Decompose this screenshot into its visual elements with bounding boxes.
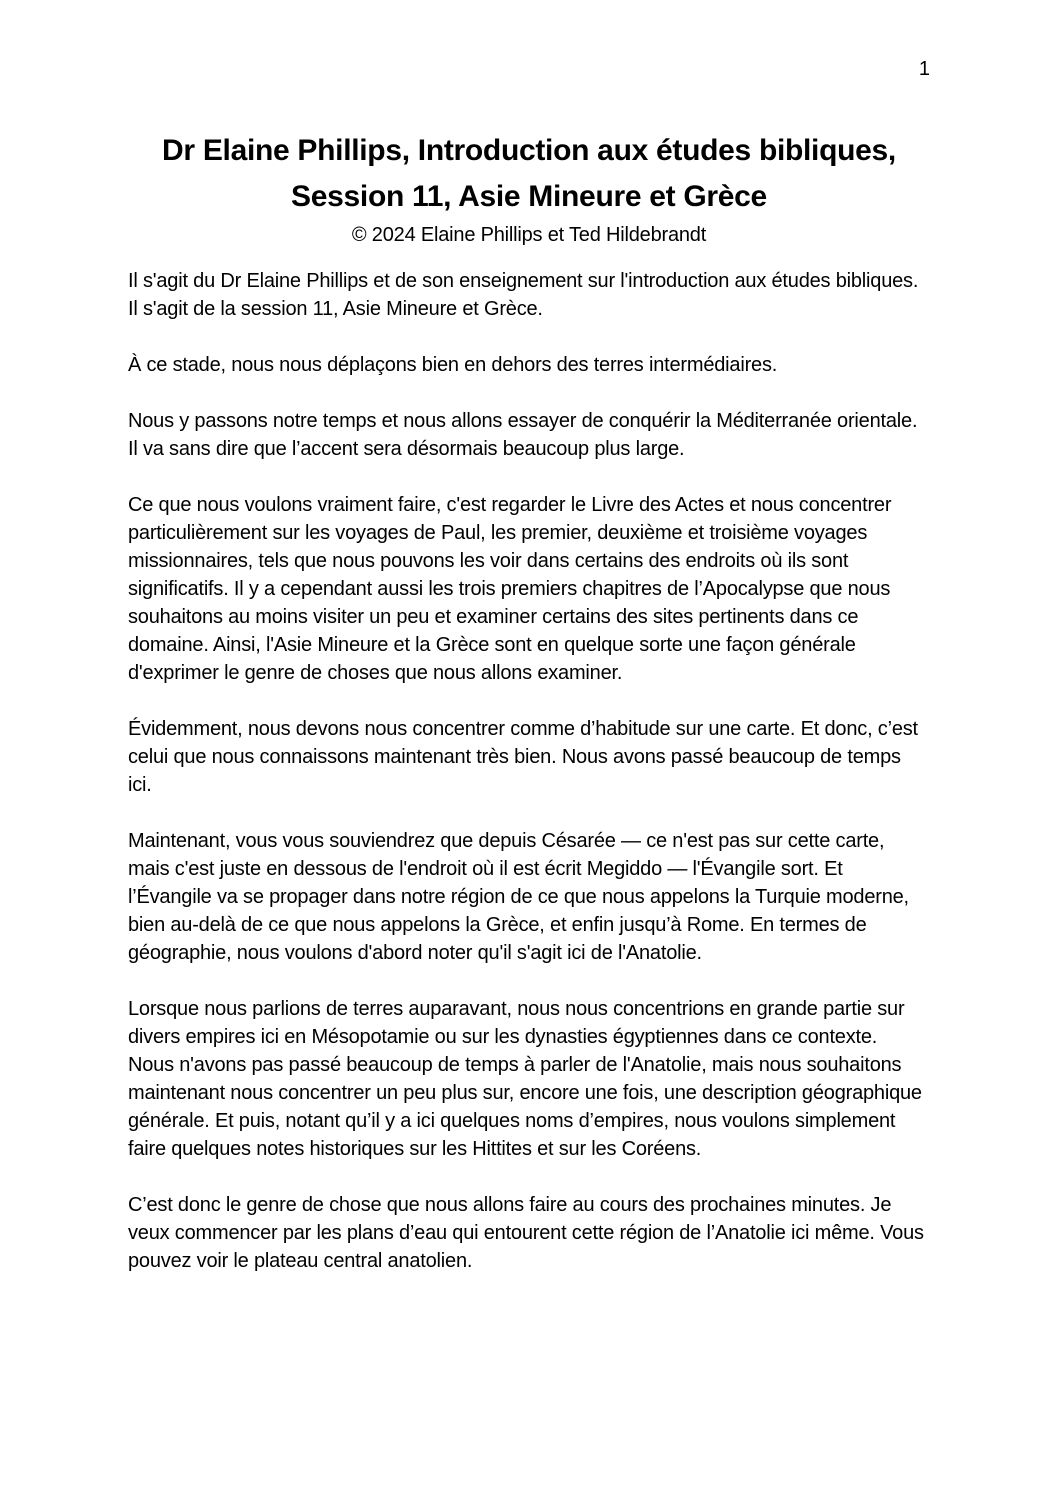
paragraph-1: Il s'agit du Dr Elaine Phillips et de son enseignement sur l'introduction aux études bibliques. Il s'agit de la session 11, Asie Mineure et Grèce. xyxy=(128,270,919,320)
paragraph-5: Évidemment, nous devons nous concentrer comme d’habitude sur une carte. Et donc, c’est celui que nous connaissons maintenant très bien. Nous avons passé beaucoup de temps ici. xyxy=(128,718,918,796)
page-number: 1 xyxy=(918,58,930,80)
paragraph-3: Nous y passons notre temps et nous allons essayer de conquérir la Méditerranée orientale. Il va sans dire que l’accent sera désormais beaucoup plus large. xyxy=(128,410,918,460)
title-line-1: Dr Elaine Phillips, Introduction aux études bibliques, xyxy=(162,134,896,167)
paragraph-4: Ce que nous voulons vraiment faire, c'est regarder le Livre des Actes et nous concentrer particulièrement sur les voyages de Paul, les premier, deuxième et troisième voyages missionnaires, tels que nous pouvons les voir dans certains des endroits où ils sont significatifs. Il y a cependant aussi les trois premiers chapitres de l’Apocalypse que nous souhaitons au moins visiter un peu et examiner certains des sites pertinents dans ce domaine. Ainsi, l'Asie Mineure et la Grèce sont en quelque sorte une façon générale d'exprimer le genre de choses que nous allons examiner. xyxy=(128,494,892,684)
document-body xyxy=(0,267,1058,1275)
paragraph-2: À ce stade, nous nous déplaçons bien en dehors des terres intermédiaires. xyxy=(128,354,778,376)
document-header xyxy=(0,0,1058,249)
copyright-line: © 2024 Elaine Phillips et Ted Hildebrandt xyxy=(351,224,707,246)
paragraph-8: C’est donc le genre de chose que nous allons faire au cours des prochaines minutes. Je veux commencer par les plans d’eau qui entourent cette région de l’Anatolie ici même. Vous pouvez voir le plateau central anatolien. xyxy=(128,1194,924,1272)
title-line-2: Session 11, Asie Mineure et Grèce xyxy=(291,180,767,213)
page-title xyxy=(0,128,1058,220)
paragraph-7: Lorsque nous parlions de terres auparavant, nous nous concentrions en grande partie sur divers empires ici en Mésopotamie ou sur les dynasties égyptiennes dans ce contexte. Nous n'avons pas passé beaucoup de temps à parler de l'Anatolie, mais nous souhaitons maintenant nous concentrer un peu plus sur, encore une fois, une description géographique générale. Et puis, notant qu’il y a ici quelques noms d’empires, nous voulons simplement faire quelques notes historiques sur les Hittites et sur les Coréens. xyxy=(128,998,922,1160)
paragraph-6: Maintenant, vous vous souviendrez que depuis Césarée — ce n'est pas sur cette carte, mais c'est juste en dessous de l'endroit où il est écrit Megiddo — l'Évangile sort. Et l’Évangile va se propager dans notre région de ce que nous appelons la Turquie moderne, bien au-delà de ce que nous appelons la Grèce, et enfin jusqu’à Rome. En termes de géographie, nous voulons d'abord noter qu'il s'agit ici de l'Anatolie. xyxy=(128,830,909,964)
